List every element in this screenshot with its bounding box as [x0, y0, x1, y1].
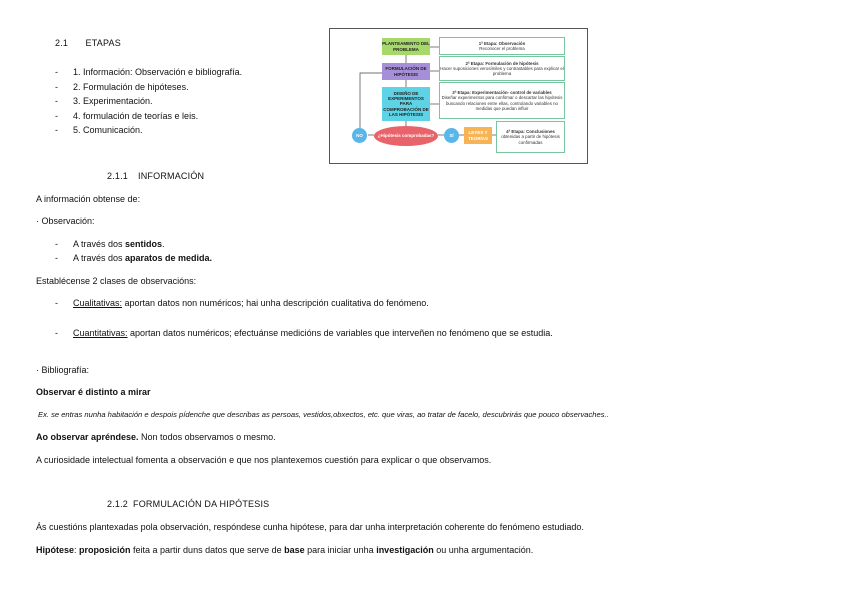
stage3-desc: 3ª Etapa: Experimentación- control de variables Diseñar experimentos para confirmar o descartar las hipótesis buscando relaciones entre ellas, controlando variables no medidas que puedan influir	[439, 82, 565, 119]
stage2-desc: 2ª Etapa: Formulación de hipótesis Hacer suposiciones verosímiles y contrastables para explicar el problema	[439, 56, 565, 81]
list-item: - 2. Formulación de hipóteses.	[55, 82, 189, 92]
info-heading: 2.1.1 INFORMACIÓN	[107, 171, 205, 181]
classes-intro: Establécense 2 clases de observacións:	[36, 276, 197, 286]
example-text: Ex. se entras nunha habitación e despois pídenche que describas as persoas, vestidos,obxectos, etc. que viras, ao tratar de facelo, descubrirás que pouco observaches..	[38, 410, 609, 419]
problem-box: PLANTEAMENTO DEL PROBLEMA	[382, 38, 430, 55]
hypothesis-line-1: Ás cuestións plantexadas pola observación, respóndese cunha hipótese, para dar unha interpretación coherente do fenómeno estudiado.	[36, 522, 584, 532]
list-item: - 5. Comunicación.	[55, 125, 143, 135]
list-item: - Cualitativas: aportan datos non numéricos; hai unha descripción cualitativa do fenómeno.	[55, 298, 429, 308]
list-item: - 1. Información: Observación e bibliografía.	[55, 67, 243, 77]
bibliography-heading: · Bibliografía:	[36, 365, 90, 375]
list-item: - Cuantitativas: aportan datos numéricos; efectuánse medicións de variables que interveñen no fenómeno que se estudia.	[55, 328, 553, 338]
observation-heading: · Observación:	[36, 216, 95, 226]
hypothesis-box: FORMULACIÓN DE HIPÓTESIS	[382, 63, 430, 80]
learn-line: Ao observar apréndese. Non todos observamos o mesmo.	[36, 432, 276, 442]
laws-box: LEYES Y TEORÍAS	[464, 127, 492, 144]
yes-circle: SÍ	[444, 128, 459, 143]
list-item: - A través dos sentidos.	[55, 239, 165, 249]
stage1-desc: 1ª Etapa: Observación Reconocer el problema	[439, 37, 565, 55]
curiosity-line: A curiosidade intelectual fomenta a observación e que nos plantexemos cuestión para explicar o que observamos.	[36, 455, 492, 465]
no-circle: NO	[352, 128, 367, 143]
scientific-method-diagram	[329, 28, 588, 164]
observe-statement: Observar é distinto a mirar	[36, 387, 151, 397]
section-heading	[55, 38, 121, 48]
list-item: - 3. Experimentación.	[55, 96, 153, 106]
info-intro: A información obtense de:	[36, 194, 141, 204]
experiments-box: DISEÑO DE EXPERIMENTOS PARA COMPROBACIÓN DE LAS HIPÓTESIS	[382, 87, 430, 121]
hypothesis-definition: Hipótese: proposición feita a partir duns datos que serve de base para iniciar unha investigación ou unha argumentación.	[36, 545, 534, 555]
section-number: 2.1	[55, 38, 69, 48]
stage4-desc: 4ª Etapa: Conclusiones obtenidas a partir de hipótesis confirmadas	[496, 121, 565, 153]
list-item: - 4. formulación de teorías e leis.	[55, 111, 199, 121]
decision-ellipse: ¿Hipótesis comprobadas?	[374, 126, 438, 146]
list-item: - A través dos aparatos de medida.	[55, 253, 213, 263]
section-title: ETAPAS	[85, 38, 121, 48]
hypothesis-heading: 2.1.2 FORMULACIÓN DA HIPÓTESIS	[107, 499, 270, 509]
